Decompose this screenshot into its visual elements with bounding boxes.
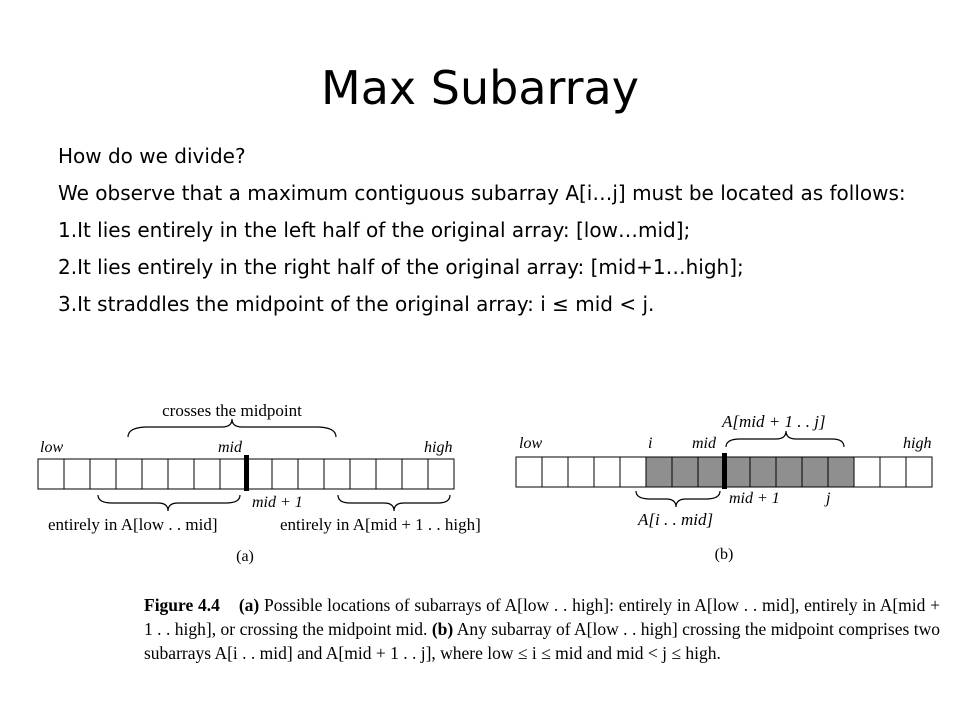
b-array-cell xyxy=(672,457,698,487)
caption-part-b-text: Any subarray of A[low . . high] crossing the midpoint comprises two subarrays A[i . . mid] and A[mid + 1 . . j], where low ≤ i ≤ mid and mid < j ≤ high. xyxy=(144,619,940,663)
panel-a xyxy=(38,401,481,565)
b-mid-plus-one-label: mid + 1 xyxy=(729,490,780,507)
a-array-cell xyxy=(376,459,402,489)
body-line-case-2: 2.It lies entirely in the right half of the original array: [mid+1…high]; xyxy=(58,255,744,279)
slide-body xyxy=(58,143,908,328)
a-array-cell xyxy=(402,459,428,489)
b-array-cell xyxy=(906,457,932,487)
b-array-cell xyxy=(880,457,906,487)
b-panel-label: (b) xyxy=(714,546,734,563)
a-crosses-midpoint-label: crosses the midpoint xyxy=(162,401,302,420)
slide-title: Max Subarray xyxy=(321,61,639,115)
a-array-cell xyxy=(298,459,324,489)
a-array-cell xyxy=(220,459,246,489)
a-mid-label: mid xyxy=(218,439,242,456)
a-right-brace xyxy=(338,495,450,511)
b-array-cell xyxy=(646,457,672,487)
a-array-cell xyxy=(64,459,90,489)
a-array-cell xyxy=(90,459,116,489)
b-array-cell xyxy=(594,457,620,487)
body-line-observation: We observe that a maximum contiguous subarray A[i…j] must be located as follows: xyxy=(58,181,906,205)
a-high-label: high xyxy=(424,439,453,456)
a-panel-label: (a) xyxy=(236,548,254,565)
b-top-brace xyxy=(726,431,844,447)
a-array-cell xyxy=(168,459,194,489)
b-array-cell xyxy=(542,457,568,487)
a-array-cell xyxy=(142,459,168,489)
b-array-cell xyxy=(724,457,750,487)
a-array-cell xyxy=(38,459,64,489)
a-array-cell xyxy=(246,459,272,489)
a-mid-plus-one-label: mid + 1 xyxy=(252,494,303,511)
b-array-cell xyxy=(854,457,880,487)
caption-figure-number: Figure 4.4 xyxy=(144,595,220,615)
a-midpoint-divider xyxy=(244,455,249,491)
b-array-cell xyxy=(516,457,542,487)
a-top-brace xyxy=(128,419,336,437)
figure-4-4 xyxy=(0,385,960,720)
b-array-cell xyxy=(698,457,724,487)
b-top-brace-label: A[mid + 1 . . j] xyxy=(722,412,826,431)
a-left-brace xyxy=(98,495,240,511)
body-line-question: How do we divide? xyxy=(58,144,246,168)
body-line-case-3: 3.It straddles the midpoint of the original array: i ≤ mid < j. xyxy=(58,292,655,316)
a-array-cell xyxy=(428,459,454,489)
b-array-cell xyxy=(802,457,828,487)
b-high-label: high xyxy=(903,435,932,452)
caption-part-a-marker: (a) xyxy=(238,595,260,615)
b-array-cell xyxy=(620,457,646,487)
a-array-cell xyxy=(272,459,298,489)
a-array-cell xyxy=(324,459,350,489)
body-line-case-1: 1.It lies entirely in the left half of the original array: [low…mid]; xyxy=(58,218,691,242)
b-array-cell xyxy=(828,457,854,487)
b-i-label: i xyxy=(648,435,653,452)
b-array-cell xyxy=(568,457,594,487)
b-array-cell xyxy=(750,457,776,487)
a-array-cell xyxy=(350,459,376,489)
figure-caption xyxy=(144,593,940,665)
caption-part-b-marker: (b) xyxy=(431,619,454,639)
figure-diagram xyxy=(0,385,960,720)
b-mid-label: mid xyxy=(692,435,716,452)
a-left-brace-label: entirely in A[low . . mid] xyxy=(48,515,218,534)
b-midpoint-divider xyxy=(722,453,727,489)
b-low-label: low xyxy=(519,435,543,452)
panel-b xyxy=(516,412,932,563)
caption-part-a-text: Possible locations of subarrays of A[low . . high]: entirely in A[low . . mid], entirely in A[mid + 1 . . high], or crossing the midpoint mid. xyxy=(144,595,941,639)
b-bottom-brace xyxy=(636,491,720,507)
a-low-label: low xyxy=(40,439,64,456)
a-array-cell xyxy=(116,459,142,489)
a-right-brace-label: entirely in A[mid + 1 . . high] xyxy=(280,515,481,534)
b-array-cell xyxy=(776,457,802,487)
a-array-cell xyxy=(194,459,220,489)
b-j-label: j xyxy=(826,490,831,507)
b-bottom-brace-label: A[i . . mid] xyxy=(638,510,714,529)
